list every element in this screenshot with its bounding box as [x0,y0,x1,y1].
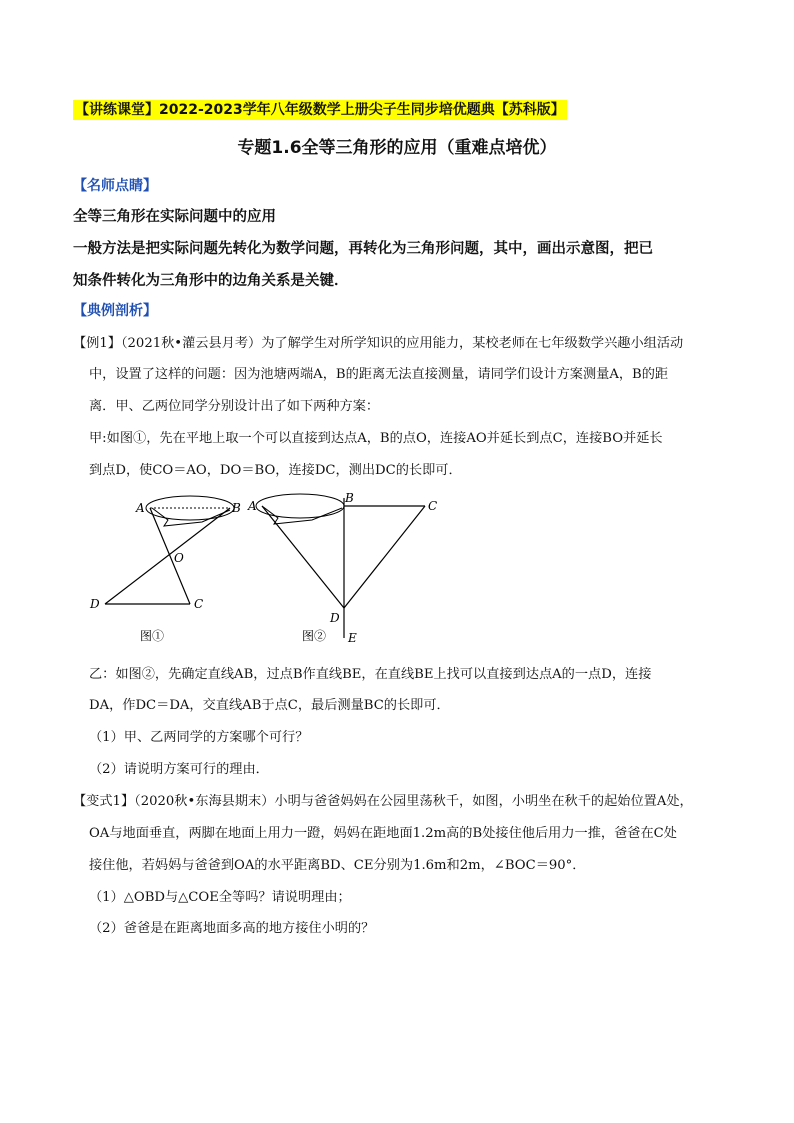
variant1-line-3: 接住他，若妈妈与爸爸到OA的水平距离BD、CE分别为1.6m和2m，∠BOC＝90°． [89,858,586,873]
figure1-label-d: D [90,597,100,611]
figure1-label-o: O [174,551,184,565]
figure1-label-c: C [194,597,204,611]
variant1-line-1: 【变式1】（2020秋•东海县期末）小明与爸爸妈妈在公园里荡秋千，如图，小明坐在秋千的起始位置A处， [73,794,693,809]
tips-line-2: 一般方法是把实际问题先转化为数学问题，再转化为三角形问题，其中，画出示意图，把已 [73,241,653,257]
figure1-label-a: A [136,501,145,515]
variant1-line-2: OA与地面垂直，两脚在地面上用力一蹬，妈妈在距地面1.2m高的B处接住他后用力一推，爸爸在C处 [89,826,677,841]
example1-question-1: （1）甲、乙两同学的方案哪个可行？ [89,730,309,745]
tips-line-3: 知条件转化为三角形中的边角关系是关键． [73,273,349,289]
figure2-segment-dc [344,506,425,608]
header-banner: 【讲练课堂】2022-2023学年八年级数学上册尖子生同步培优题典【苏科版】 [75,102,565,118]
tips-line-1: 全等三角形在实际问题中的应用 [73,209,276,225]
figure2-label-b: B [345,491,354,505]
figure1-diagram [105,496,234,604]
example1-line-1: 【例1】（2021秋•灌云县月考）为了解学生对所学知识的应用能力，某校老师在七年级数学兴趣小组活动 [73,336,684,351]
example1-figures [80,488,480,648]
example1-line-4: 甲:如图①，先在平地上取一个可以直接到达点A，B的点O，连接AO并延长到点C，连接BO并延长 [89,431,663,446]
tips-heading: 【名师点睛】 [73,178,157,194]
example1-line-6: 乙：如图②，先确定直线AB，过点B作直线BE，在直线BE上找可以直接到达点A的一点D，连接 [89,667,652,682]
figure2-label-d: D [330,611,340,625]
page-title: 专题1.6全等三角形的应用（重难点培优） [237,138,557,158]
figure2-label-c: C [428,499,438,513]
examples-heading: 【典例剖析】 [73,303,157,319]
figure2-caption: 图② [302,629,327,643]
figure1-segment-bd [105,508,230,604]
figure2-label-a: A [248,499,257,513]
example1-line-3: 离．甲、乙两位同学分别设计出了如下两种方案： [89,399,380,414]
figure1-label-b: B [232,501,241,515]
example1-line-7: DA，作DC＝DA，交直线AB于点C，最后测量BC的长即可． [89,698,450,713]
example1-question-2: （2）请说明方案可行的理由． [89,762,269,777]
example1-line-5: 到点D，使CO＝AO，DO＝BO，连接DC，测出DC的长即可． [89,463,462,478]
figure1-segment-ac [150,508,190,604]
variant1-question-2: （2）爸爸是在距离地面多高的地方接住小明的？ [89,921,375,936]
variant1-question-1: （1）△OBD与△COE全等吗？请说明理由； [89,890,351,905]
figure2-diagram [256,494,425,638]
example1-line-2: 中，设置了这样的问题：因为池塘两端A，B的距离无法直接测量，请同学们设计方案测量A，B的距 [89,367,669,382]
figure1-caption: 图① [140,629,165,643]
figure2-label-e: E [348,631,357,645]
